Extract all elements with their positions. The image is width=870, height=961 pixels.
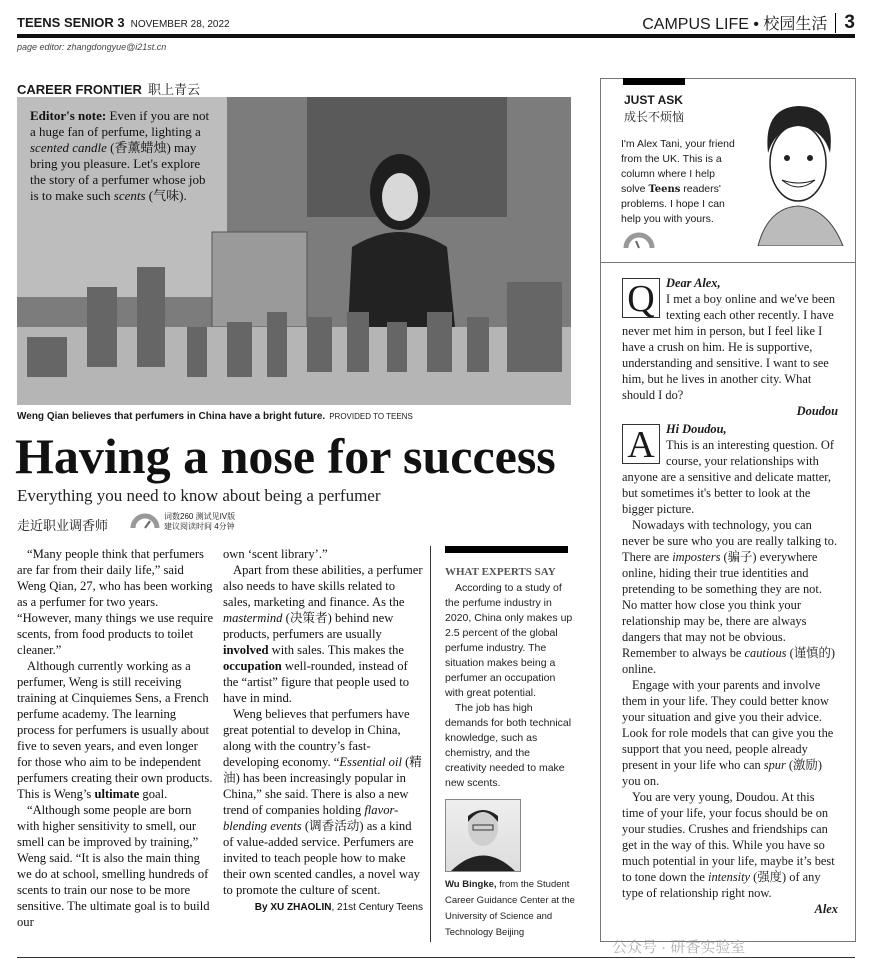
- expert-affiliation: from the Student Career Guidance Center at the University of Science and Technology Beijing: [445, 879, 575, 938]
- text-run: (调香活动) as a kind of value-added service. Perfumers are invited to teach people how to make their own scented candles, a novel way to promote the culture of scent.: [223, 819, 420, 897]
- question: [622, 275, 838, 419]
- paper-name: TEENS SENIOR 3: [17, 15, 125, 30]
- column-label-cn: 职上青云: [147, 82, 200, 97]
- page-number: 3: [844, 11, 855, 33]
- article-column-2: [223, 546, 423, 916]
- caption-text: Weng Qian believes that perfumers in China have a bright future.: [17, 411, 326, 422]
- word-count: 词数260 测试见IV版: [164, 512, 236, 521]
- section-header: [642, 11, 855, 34]
- vocab-word: scented candle: [30, 140, 107, 155]
- paragraph: [223, 706, 423, 898]
- text-run: You are very young, Doudou. At this time of your life, your focus should be on your studies. Crushes and friendships can get in the way of this. While you have so much potential in your life, maybe it’s best to tone down the: [622, 790, 835, 884]
- paragraph: [17, 546, 215, 658]
- subheadline: Everything you need to know about being a perfumer: [17, 486, 381, 505]
- text-run: Engage with your parents and involve them in your life. They could better know your situation and give you their advice. Look for role models that can give you the support that you need, people already present in your life who can: [622, 678, 834, 772]
- gauge-icon: [623, 232, 655, 250]
- column-divider: [430, 546, 431, 942]
- top-rule: [17, 34, 855, 38]
- expert-portrait: [445, 799, 521, 872]
- text-run: (精油) has been increasingly popular in China,” she said. There is also a new trend of companies holding: [223, 755, 422, 817]
- headline: Having a nose for success: [15, 428, 556, 484]
- qa-content: [622, 275, 838, 917]
- experts-sidebar: [445, 566, 573, 941]
- brand-name: Teens: [648, 184, 681, 195]
- text-run: (气味).: [145, 188, 187, 203]
- text-run: Weng believes that perfumers have great potential to develop in China, along with the country’s fast-developing economy. “: [223, 707, 410, 769]
- vocab-word: Essential oil: [339, 755, 402, 769]
- vocab-word: cautious: [744, 646, 787, 660]
- vocab-word: imposters: [672, 550, 721, 564]
- paragraph: [17, 658, 215, 802]
- just-ask-cn: 成长不烦恼: [624, 110, 685, 124]
- expert-name: Wu Bingke,: [445, 879, 497, 890]
- box-divider: [600, 262, 856, 263]
- key-word: involved: [223, 643, 269, 657]
- text-run: (激励) you on.: [622, 758, 822, 788]
- divider: [835, 13, 836, 33]
- photo-caption: [17, 411, 413, 422]
- text-run: (强度) of any type of relationship right now.: [622, 870, 821, 900]
- text-run: own ‘scent library’.”: [223, 547, 328, 561]
- paragraph: [17, 802, 215, 930]
- text-run: “Although some people are born with higher sensitivity to smell, our smell can be improved by training,” Weng said. “It is also the main thing we do at school, smelling hundreds of scents to train our nose to be more sensitive. The ultimate goal is to build our: [17, 803, 210, 929]
- text-run: (谨慎的) online.: [622, 646, 836, 676]
- issue-date: NOVEMBER 28, 2022: [130, 19, 230, 30]
- vocab-word: scents: [113, 188, 146, 203]
- editors-note: [30, 108, 210, 204]
- column-label: [17, 79, 200, 98]
- gauge-icon: [130, 512, 160, 530]
- columnist-portrait: [748, 98, 848, 246]
- editors-note-label: Editor's note:: [30, 108, 107, 123]
- photo-credit: PROVIDED TO TEENS: [329, 412, 413, 421]
- q-dropcap: Q: [622, 278, 660, 318]
- text-run: Even if you are not a huge fan of perfume, lighting a: [30, 108, 210, 139]
- key-word: occupation: [223, 659, 282, 673]
- text-run: Nowadays with technology, you can never be sure who you are really talking to. There are: [622, 518, 838, 564]
- vocab-word: mastermind: [223, 611, 283, 625]
- paragraph: [622, 677, 838, 789]
- text-run: goal.: [139, 787, 168, 801]
- article-column-1: [17, 546, 215, 930]
- intro-text: readers' problems. I hope I can help you with yours.: [621, 183, 725, 225]
- paper-title: [17, 15, 230, 30]
- author: By XU ZHAOLIN: [254, 902, 332, 913]
- a-text: This is an interesting question. Of course, your relationships with anyone are a sensitive and delicate matter, but sometimes it's better to look at the bigger picture.: [622, 438, 834, 516]
- key-word: ultimate: [94, 787, 140, 801]
- expert-caption: [445, 877, 575, 941]
- text-run: with sales. This makes the: [268, 643, 404, 657]
- a-greeting: Hi Doudou,: [666, 422, 727, 436]
- answer: [622, 421, 838, 917]
- just-ask-title: JUST ASK: [624, 93, 683, 107]
- text-run: (决策者) behind new products, perfumers are usually: [223, 611, 394, 641]
- q-text: I met a boy online and we've been texting each other recently. I have never met him in person, but I feel like I have a crush on him. He is supportive, understanding and sensitive. I want to see him, but he lives in another city. What should I do?: [622, 292, 836, 402]
- author-org: , 21st Century Teens: [331, 902, 423, 913]
- watermark: 公众号 · 研香实验室: [612, 939, 746, 956]
- article-column-2-body: [223, 546, 423, 898]
- text-run: Apart from these abilities, a perfumer also needs to have skills related to sales, marketing and finance. As the: [223, 563, 423, 609]
- sidebar-bar: [445, 546, 568, 553]
- paragraph: [223, 562, 423, 706]
- experts-paragraph: According to a study of the perfume industry in 2020, China only makes up 2.5 percent of the global perfume industry. The situation makes being a perfumer an occupation with great potential.: [445, 582, 573, 699]
- vocab-word: intensity: [708, 870, 751, 884]
- box-tab: [623, 78, 685, 85]
- a-dropcap: A: [622, 424, 660, 464]
- text-run: well-rounded, instead of the “artist” figure that people used to have in mind.: [223, 659, 410, 705]
- paragraph: [622, 517, 838, 677]
- intro-text: I'm Alex Tani, your friend from the UK. This is a column where I help solve: [621, 138, 735, 195]
- text-run: (香薰蜡烛) may bring you pleasure. Let's explore the story of a perfumer whose job is to make such: [30, 140, 206, 203]
- paragraph: [223, 546, 423, 562]
- column-label-en: CAREER FRONTIER: [17, 82, 142, 97]
- vocab-word: flavor-blending events: [223, 803, 399, 833]
- paragraph: [622, 789, 838, 901]
- section-name: CAMPUS LIFE • 校园生活: [642, 16, 828, 33]
- text-run: Although currently working as a perfumer, Weng is still receiving training at Cinquiemes Sens, a French perfume academy. The learning process for perfumers is usually about five to seven years, and even longer for those who aim to be independent perfumers creating their own products. This is Weng’s: [17, 659, 213, 801]
- bottom-rule: [17, 957, 855, 958]
- reading-meta: [164, 512, 235, 532]
- q-greeting: Dear Alex,: [666, 276, 721, 290]
- a-signature: Alex: [814, 902, 838, 916]
- text-run: (骗子) everywhere online, hiding their true identities and pretending to be something they are not. No matter how close you think your relationship may be, there are always dangers that may not be obvious. Remember to always be: [622, 550, 822, 660]
- byline: [223, 900, 423, 916]
- experts-title: WHAT EXPERTS SAY: [445, 566, 556, 578]
- reading-time: 建议阅读时间 4分钟: [164, 522, 235, 531]
- experts-paragraph: The job has high demands for both technical knowledge, such as chemistry, and the creativity needed to make new scents.: [445, 702, 572, 789]
- vocab-word: spur: [763, 758, 786, 772]
- page-editor: page editor: zhangdongyue@i21st.cn: [17, 42, 167, 52]
- answer-paragraphs: [622, 517, 838, 901]
- text-run: “Many people think that perfumers are far from their daily life,” said Weng Qian, 27, who has been working as a perfumer for two years. “However, many things we use require scents, from food products to toilet cleaner.”: [17, 547, 214, 657]
- columnist-intro: [621, 137, 741, 227]
- q-signature: Doudou: [796, 404, 838, 418]
- chinese-title: 走近职业调香师: [17, 518, 109, 533]
